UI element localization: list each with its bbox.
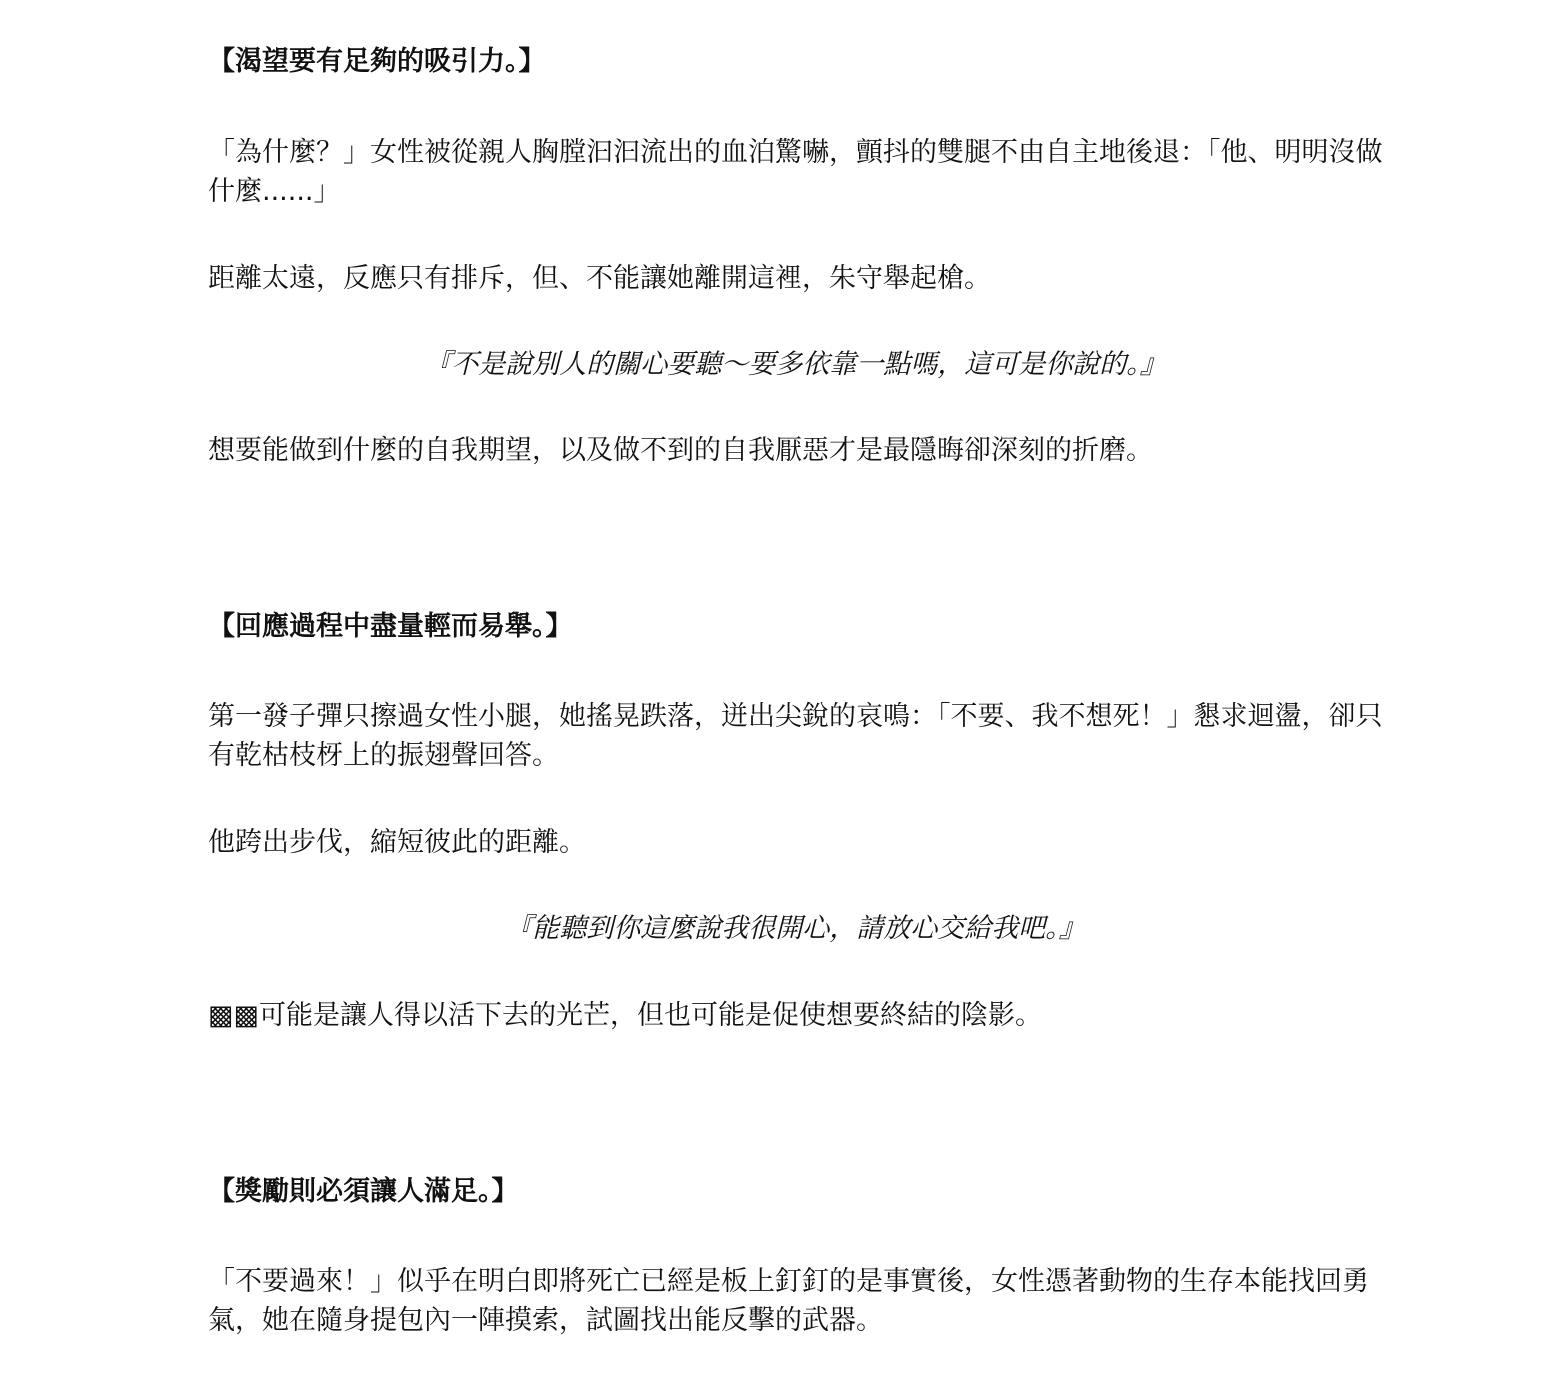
paragraph: 「為什麼？」女性被從親人胸膛汩汩流出的血泊驚嚇，顫抖的雙腿不由自主地後退：「他、明明沒做什麼......」 — [208, 137, 1383, 207]
paragraph: 距離太遠，反應只有排斥，但、不能讓她離開這裡，朱守舉起槍。 — [208, 263, 991, 294]
section-heading: 【渴望要有足夠的吸引力。】 — [208, 46, 546, 77]
section-heading: 【獎勵則必須讓人滿足。】 — [208, 1176, 519, 1207]
italic-quote: 『能聽到你這麼說我很開心，請放心交給我吧。』 — [505, 913, 1086, 944]
italic-quote: 『不是說別人的關心要聽～要多依靠一點嗎，這可是你說的。』 — [424, 349, 1167, 380]
paragraph: 第一發子彈只擦過女性小腿，她搖晃跌落，迸出尖銳的哀鳴：「不要、我不想死！」懇求迴盪，卻只有乾枯枝枒上的振翅聲回答。 — [208, 701, 1383, 771]
paragraph: 「不要過來！」似乎在明白即將死亡已經是板上釘釘的是事實後，女性憑著動物的生存本能找回勇氣，她在隨身提包內一陣摸索，試圖找出能反擊的武器。 — [208, 1266, 1369, 1336]
paragraph: 想要能做到什麼的自我期望，以及做不到的自我厭惡才是最隱晦卻深刻的折磨。 — [208, 435, 1153, 466]
paragraph: ▩▩可能是讓人得以活下去的光芒，但也可能是促使想要終結的陰影。 — [208, 1000, 1043, 1031]
paragraph: 他跨出步伐，縮短彼此的距離。 — [208, 827, 586, 858]
section-heading: 【回應過程中盡量輕而易舉。】 — [208, 611, 573, 642]
